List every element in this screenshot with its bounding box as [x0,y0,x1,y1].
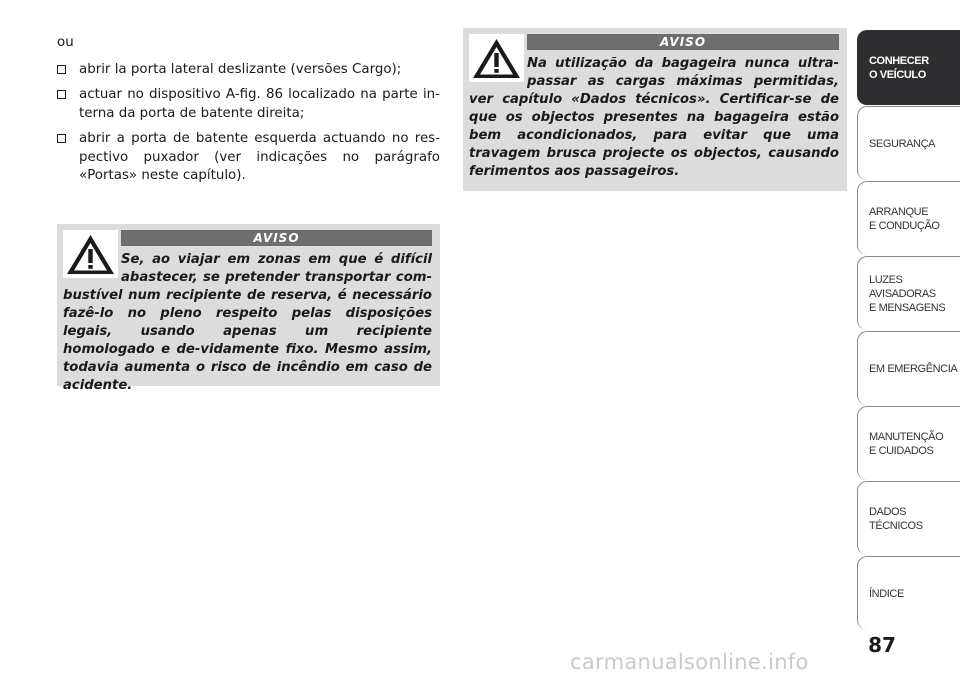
tab-label: E CUIDADOS [869,444,934,457]
tab-label: CONHECER [869,55,929,67]
body-text [57,34,440,193]
tab-arranque[interactable] [857,181,960,255]
warning-box-right [463,28,847,191]
list-item [57,130,440,186]
warning-text: Na utilização da bagageira nunca ultra-passar as cargas máximas permitidas, ver capítulo «Dados técnicos». Certificar-se de que os objectos presentes na bagageira estão bem acondicionados, para evitar que uma travagem brusca projecte os objectos, causando ferimentos aos passageiros. [469,56,839,179]
tab-label: O VEÍCULO [869,69,926,81]
checkbox-bullet-icon [57,65,66,74]
list-item [57,86,440,123]
list-item [57,61,440,80]
tab-label: LUZES AVISADORAS [869,273,936,300]
tab-label: ARRANQUE [869,205,929,218]
tab-label: DADOS TÉCNICOS [869,505,923,532]
tab-label: ÍNDICE [869,587,904,600]
tab-label: SEGURANÇA [869,137,936,150]
tab-label: MANUTENÇÃO [869,430,944,443]
page-number: 87 [868,633,896,657]
tab-manutencao[interactable] [857,406,960,480]
checkbox-bullet-icon [57,134,66,143]
warning-text-container [63,251,432,395]
intro-text: ou [57,35,74,50]
tab-conhecer-o-veiculo[interactable] [857,30,960,105]
tab-em-emergencia[interactable] [857,331,960,405]
tab-luzes-avisadoras[interactable] [857,256,960,330]
tab-label: EM EMERGÊNCIA [869,362,958,375]
tab-indice[interactable] [857,556,960,630]
chapter-tabs [857,30,960,630]
tab-label: E MENSAGENS [869,301,946,314]
watermark: carmanualsonline.info [570,650,809,674]
list-item-text: abrir a porta de batente esquerda actuando no res-pectivo puxador (ver indicações no parágrafo «Portas» neste capítulo). [79,131,440,183]
list-item-text: abrir la porta lateral deslizante (versões Cargo); [79,61,402,77]
warning-text: Se, ao viajar em zonas em que é difícil abastecer, se pretender transportar com-bustível num recipiente de reserva, é necessário fazê-lo no pleno respeito pelas disposições legais, usando apenas um recipiente homologado e de-vidamente fixo. Mesmo assim, todavia aumenta o risco de incêndio em caso de acidente. [63,252,432,393]
warning-title: AVISO [527,34,839,50]
tab-label: E CONDUÇÃO [869,219,940,232]
tab-dados-tecnicos[interactable] [857,481,960,555]
warning-text-container [469,55,839,181]
tab-seguranca[interactable] [857,106,960,180]
warning-box-left [57,224,440,393]
checkbox-bullet-icon [57,90,66,99]
warning-title: AVISO [121,230,432,246]
list-item-text: actuar no dispositivo A-fig. 86 localizado na parte in-terna da porta de batente direita; [79,87,440,121]
